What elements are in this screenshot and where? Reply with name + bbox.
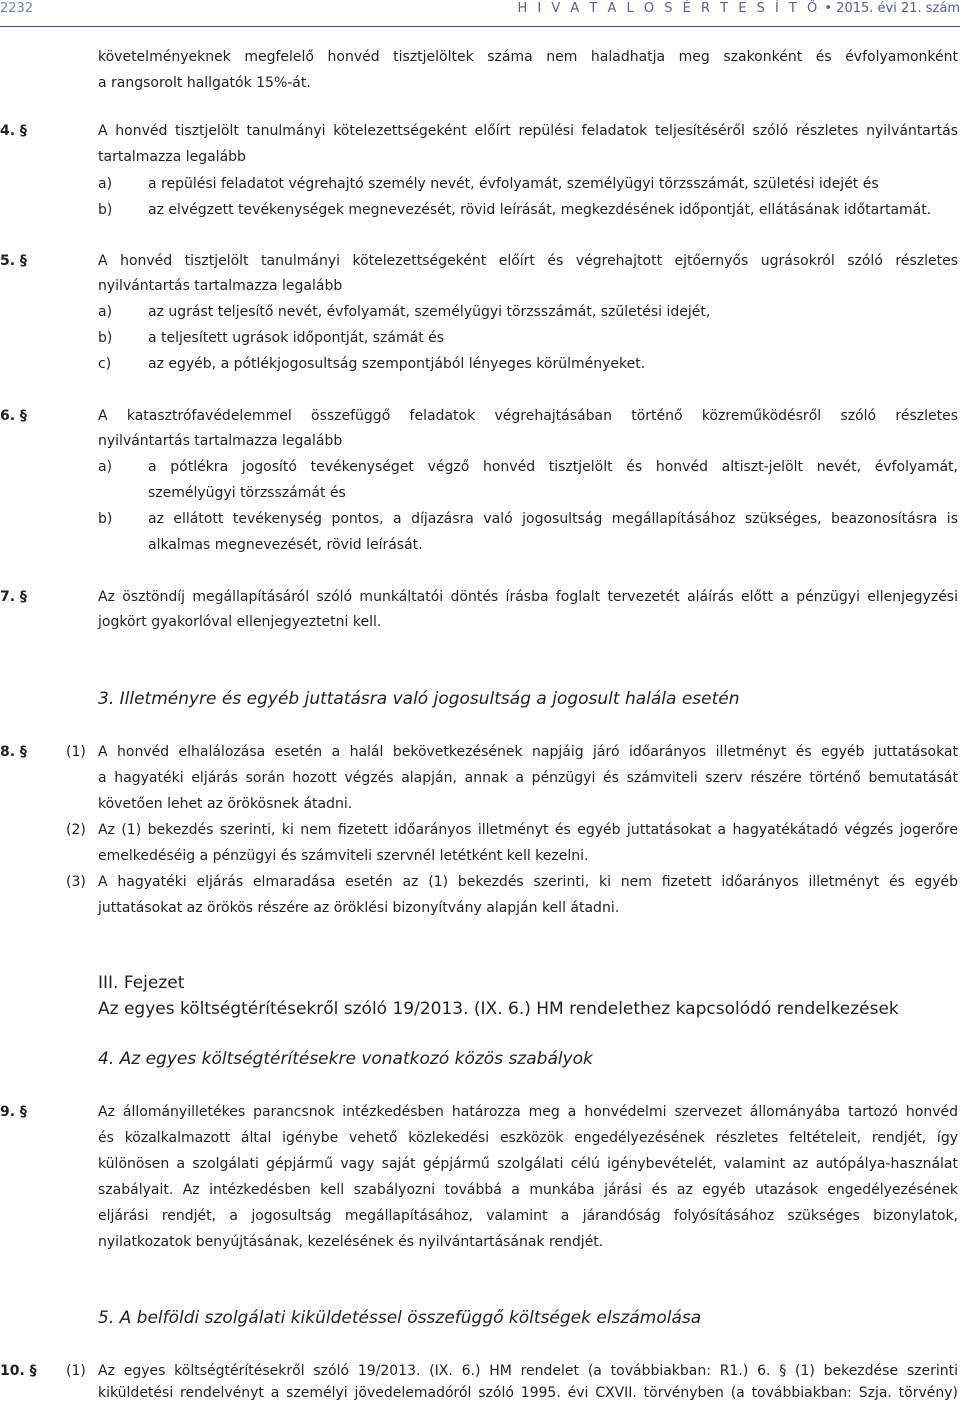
subsection-text-line: A honvéd elhalálozása esetén a halál bekövetkezésének napjáig járó időarányos illetményt és egyéb juttatásokat xyxy=(98,744,958,760)
header-bullet: • xyxy=(824,1,833,16)
section-number: 5. § xyxy=(0,253,27,269)
section-text-line: Az állományilletékes parancsnok intézkedésben határozza meg a honvédelmi szervezet állományába tartozó honvéd xyxy=(98,1104,958,1120)
subsection-text-line: kiküldetési rendelvényt a személyi jövedelemadóról szóló 1995. évi CXVII. törvényben (a továbbiakban: Szja. törvény) xyxy=(98,1385,958,1401)
header-rule xyxy=(0,26,960,27)
item-text: a teljesített ugrások időpontját, számát és xyxy=(148,330,445,346)
item-label: a) xyxy=(98,176,113,192)
item-text: az ugrást teljesítő nevét, évfolyamát, személyügyi törzsszámát, születési idejét, xyxy=(148,304,711,320)
section-text-line: nyilvántartás tartalmazza legalább xyxy=(98,433,343,449)
intro-line: a rangsorolt hallgatók 15%-át. xyxy=(98,75,311,91)
item-label: c) xyxy=(98,356,112,372)
section-number: 9. § xyxy=(0,1104,27,1120)
item-label: b) xyxy=(98,511,113,527)
item-text: az egyéb, a pótlékjogosultság szempontjából lényeges körülményeket. xyxy=(148,356,646,372)
section-number: 10. § xyxy=(0,1363,37,1379)
section-text-line: Az ösztöndíj megállapításáról szóló munkáltatói döntés írásba foglalt tervezetét aláírás előtt a pénzügyi ellenjegyzési xyxy=(98,589,958,605)
subheading-5: 5. A belföldi szolgálati kiküldetéssel összefüggő költségek elszámolása xyxy=(98,1308,702,1328)
section-text-line: különösen a szolgálati gépjármű vagy saját gépjármű szolgálati célú igénybevételét, valamint az autópálya-használat xyxy=(98,1156,958,1172)
item-text: személyügyi törzsszámát és xyxy=(148,485,346,501)
chapter-label: III. Fejezet xyxy=(98,973,185,993)
subsection-label: (3) xyxy=(66,874,86,890)
section-text-line: szabályait. Az intézkedésben kell szabályozni továbbá a munkába járási és az egyéb utazások engedélyezésének xyxy=(98,1182,958,1198)
item-text: az ellátott tevékenység pontos, a díjazásra való jogosultság megállapításához szükséges, beazonosításra is xyxy=(148,511,958,527)
item-label: a) xyxy=(98,304,113,320)
section-text-line: A honvéd tisztjelölt tanulmányi kötelezettségeként előírt repülési feladatok teljesítéséről szóló részletes nyilvántartás xyxy=(98,123,958,139)
item-label: b) xyxy=(98,330,113,346)
chapter-title: Az egyes költségtérítésekről szóló 19/2013. (IX. 6.) HM rendelethez kapcsolódó rendelkezések xyxy=(98,999,899,1019)
journal-reference xyxy=(517,0,960,18)
subsection-text-line: Az (1) bekezdés szerinti, ki nem fizetett időarányos illetményt és egyéb juttatásokat a hagyatékátadó végzés jogerőre xyxy=(98,822,958,838)
section-number: 7. § xyxy=(0,589,27,605)
subsection-text-line: juttatásokat az örökös részére az öröklési bizonyítvány alapján kell átadni. xyxy=(98,900,620,916)
item-text: alkalmas megnevezését, rövid leírását. xyxy=(148,537,423,553)
journal-title: H I V A T A L O S É R T E S Í T Ő xyxy=(517,1,821,16)
section-number: 4. § xyxy=(0,123,27,139)
issue-number: 2015. évi 21. szám xyxy=(836,1,960,16)
section-text-line: és közalkalmazott által igénybe vehető közlekedési eszközök engedélyezésének részletes feltételeit, rendjét, így xyxy=(98,1130,958,1146)
section-text-line: tartalmazza legalább xyxy=(98,149,246,165)
item-text: a repülési feladatot végrehajtó személy nevét, évfolyamát, személyügyi törzsszámát, születési idejét és xyxy=(148,176,879,192)
section-text-line: nyilatkozatok benyújtásának, kezelésének és nyilvántartásának rendjét. xyxy=(98,1234,604,1250)
intro-line: követelményeknek megfelelő honvéd tisztjelöltek száma nem haladhatja meg szakonként és évfolyamonként xyxy=(98,49,958,65)
item-label: a) xyxy=(98,459,113,475)
section-number: 8. § xyxy=(0,744,27,760)
subsection-label: (2) xyxy=(66,822,86,838)
running-header xyxy=(0,0,960,26)
subsection-label: (1) xyxy=(66,744,86,760)
section-text-line: nyilvántartás tartalmazza legalább xyxy=(98,278,343,294)
subsection-text-line: emelkedéséig a pénzügyi és számviteli szervnél letétként kell kezelni. xyxy=(98,848,589,864)
section-number: 6. § xyxy=(0,408,27,424)
subheading-3: 3. Illetményre és egyéb juttatásra való jogosultság a jogosult halála esetén xyxy=(98,689,740,709)
section-text-line: jogkört gyakorlóval ellenjegyeztetni kell. xyxy=(98,614,382,630)
section-text-line: eljárási rendjét, a jogosultság megállapításához, valamint a járandóság folyósításához szükséges bizonylatok, xyxy=(98,1208,958,1224)
section-text-line: A katasztrófavédelemmel összefüggő feladatok végrehajtásában történő közreműködésről szóló részletes xyxy=(98,408,958,424)
item-label: b) xyxy=(98,202,113,218)
subsection-text-line: követően lehet az örökösnek átadni. xyxy=(98,796,353,812)
section-text-line: A honvéd tisztjelölt tanulmányi kötelezettségeként előírt és végrehajtott ejtőernyős ugrásokról szóló részletes xyxy=(98,253,958,269)
subsection-text-line: a hagyatéki eljárás során hozott végzés alapján, annak a pénzügyi és számviteli szerv részére történő bemutatását xyxy=(98,770,958,786)
item-text: az elvégzett tevékenységek megnevezését, rövid leírását, megkezdésének időpontját, ellátásának időtartamát. xyxy=(148,202,932,218)
subsection-text-line: Az egyes költségtérítésekről szóló 19/2013. (IX. 6.) HM rendelet (a továbbiakban: R1.) 6. § (1) bekezdése szerinti xyxy=(98,1363,958,1379)
page-number: 2232 xyxy=(0,1,34,16)
subsection-text-line: A hagyatéki eljárás elmaradása esetén az (1) bekezdés szerinti, ki nem fizetett időarányos illetményt és egyéb xyxy=(98,874,958,890)
subheading-4: 4. Az egyes költségtérítésekre vonatkozó közös szabályok xyxy=(98,1049,593,1069)
item-text: a pótlékra jogosító tevékenységet végző honvéd tisztjelölt és honvéd altiszt-jelölt nevét, évfolyamát, xyxy=(148,459,958,475)
subsection-label: (1) xyxy=(66,1363,86,1379)
